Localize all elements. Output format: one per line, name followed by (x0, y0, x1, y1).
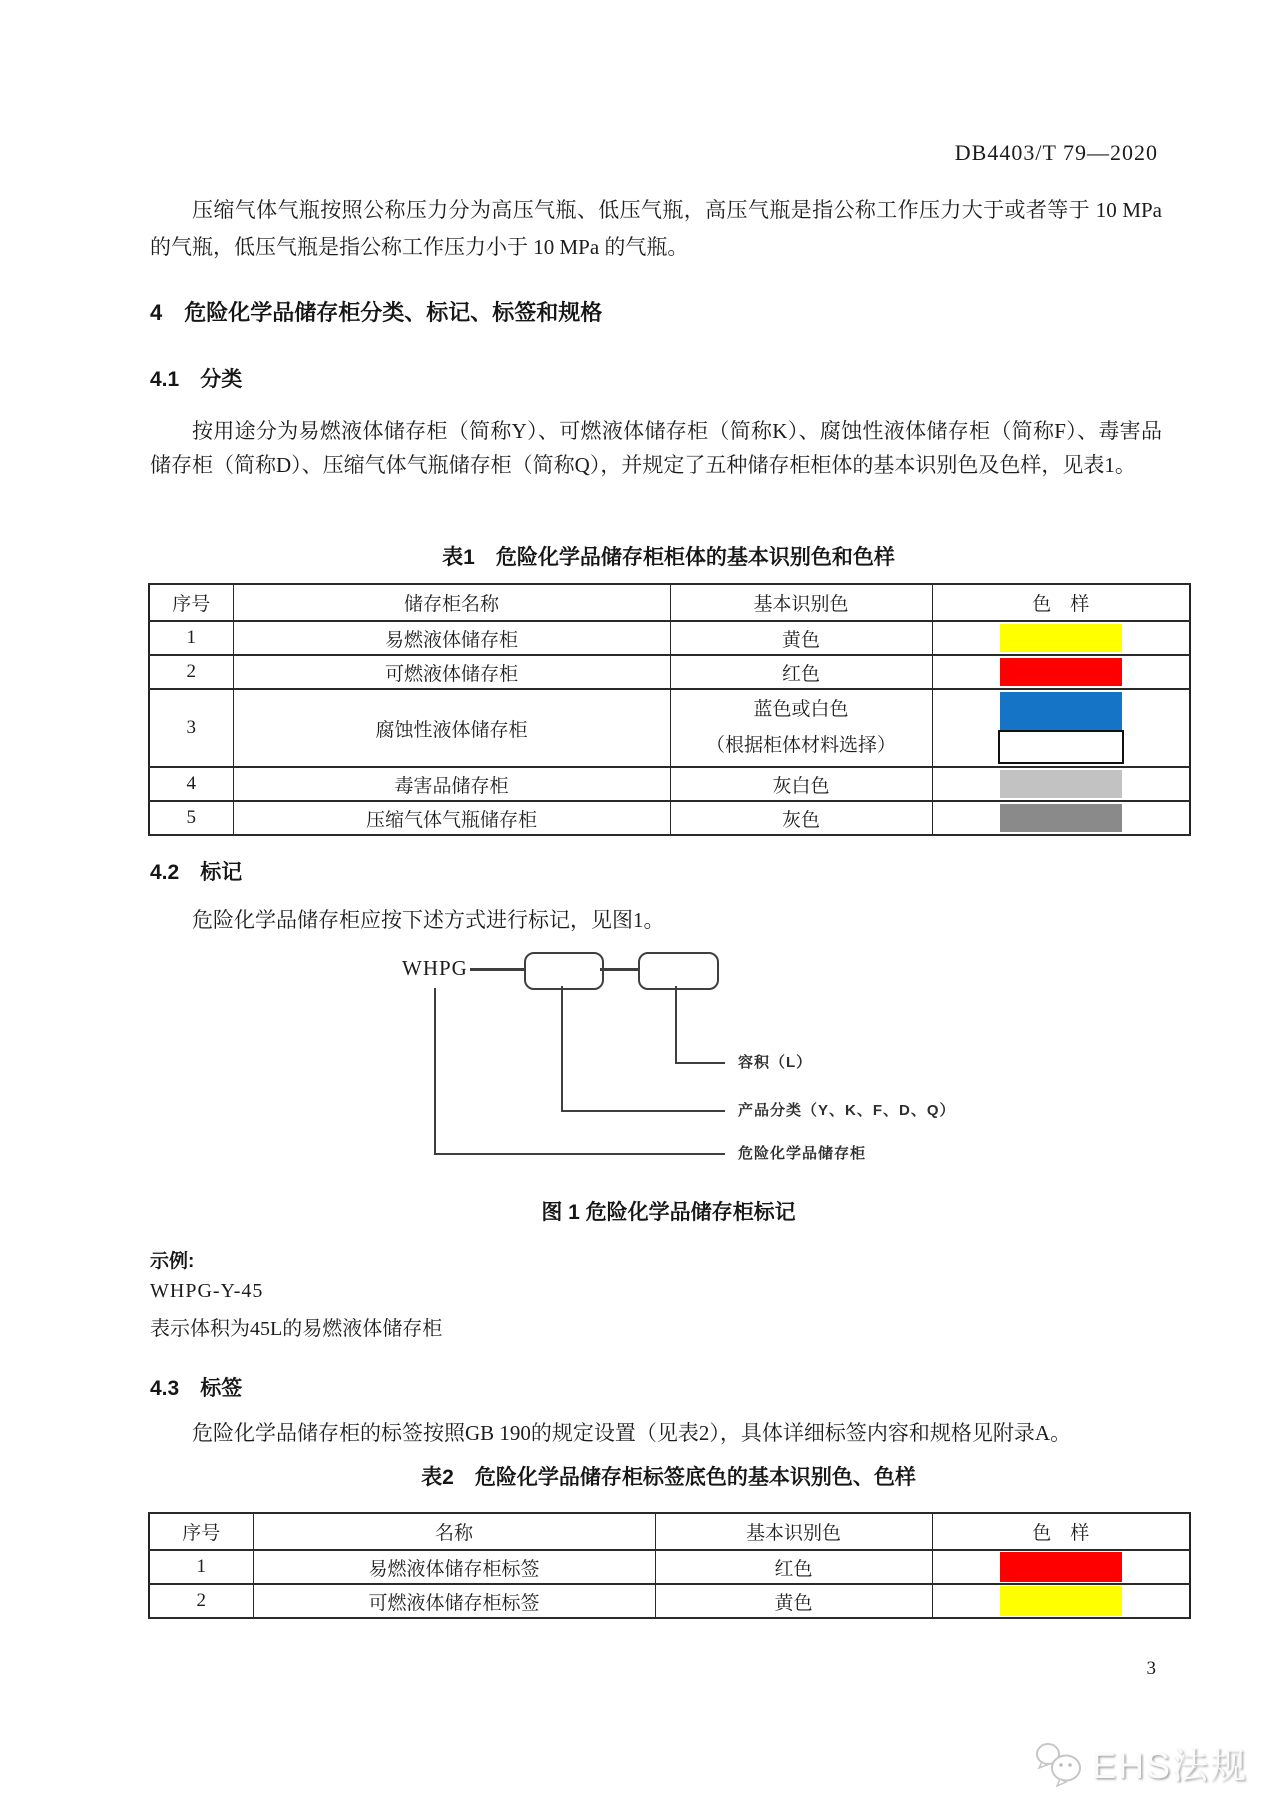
figure1-label-volume: 容积（L） (738, 1054, 813, 1071)
color-sample-cell (932, 1584, 1190, 1618)
column-header: 基本识别色 (670, 584, 932, 621)
table-row (149, 767, 1190, 801)
figure1-box-volume (638, 952, 719, 990)
color-swatch (1000, 1586, 1122, 1616)
table-row (149, 1584, 1190, 1618)
row-number-cell: 4 (149, 767, 233, 801)
table-header-row (149, 584, 1190, 621)
row-number-cell: 5 (149, 801, 233, 835)
section-4-2-heading: 4.2 标记 (150, 861, 243, 884)
figure1-leader-line (434, 1153, 725, 1155)
figure1-label-cabinet: 危险化学品储存柜 (738, 1145, 867, 1162)
page-number: 3 (1146, 1658, 1156, 1679)
cabinet-name-cell: 可燃液体储存柜 (233, 655, 670, 689)
color-sample-cell (932, 801, 1190, 835)
table1-title: 表1 危险化学品储存柜柜体的基本识别色和色样 (442, 546, 895, 569)
cabinet-name-cell: 可燃液体储存柜标签 (253, 1584, 655, 1618)
color-name-cell: 红色 (670, 655, 932, 689)
section-4-3-paragraph: 危险化学品储存柜的标签按照GB 190的规定设置（见表2），具体详细标签内容和规格见附录A。 (192, 1421, 1072, 1445)
color-swatch (1000, 624, 1122, 652)
intro-paragraph: 压缩气体气瓶按照公称压力分为高压气瓶、低压气瓶，高压气瓶是指公称工作压力大于或者等于 10 MPa 的气瓶，低压气瓶是指公称工作压力小于 10 MPa 的气瓶。 (150, 198, 1162, 259)
column-header: 序号 (149, 584, 233, 621)
watermark-text: EHS法规 (1091, 1745, 1248, 1786)
figure1-leader-line (561, 1110, 725, 1112)
row-number-cell: 1 (149, 1550, 253, 1584)
cabinet-name-cell: 毒害品储存柜 (233, 767, 670, 801)
section-4-2-paragraph: 危险化学品储存柜应按下述方式进行标记，见图1。 (192, 908, 665, 932)
table-row (149, 1550, 1190, 1584)
section-4-1-paragraph: 按用途分为易燃液体储存柜（简称Y）、可燃液体储存柜（简称K）、腐蚀性液体储存柜（简称F）、毒害品储存柜（简称D）、压缩气体气瓶储存柜（简称Q），并规定了五种储存柜柜体的基本识别色及色样，见表1。 (150, 419, 1162, 477)
color-swatch (998, 730, 1124, 764)
row-number-cell: 1 (149, 621, 233, 655)
row-number-cell: 2 (149, 655, 233, 689)
color-name-cell: 灰色 (670, 801, 932, 835)
figure1-caption: 图 1 危险化学品储存柜标记 (541, 1201, 796, 1224)
color-sample-cell (932, 621, 1190, 655)
wechat-icon (1034, 1741, 1086, 1787)
table-row (149, 801, 1190, 835)
example-label: 示例: (150, 1251, 195, 1272)
color-sample-cell (932, 1550, 1190, 1584)
cabinet-name-cell: 易燃液体储存柜 (233, 621, 670, 655)
column-header: 名称 (253, 1513, 655, 1550)
section-4-1-heading: 4.1 分类 (150, 368, 243, 391)
figure1-box-classification (524, 952, 604, 990)
figure1-leader-line (675, 986, 677, 1062)
cabinet-name-cell: 腐蚀性液体储存柜 (233, 689, 670, 767)
color-swatch (1000, 658, 1122, 686)
example-code: WHPG-Y-45 (150, 1280, 264, 1302)
column-header: 序号 (149, 1513, 253, 1550)
color-sample-cell (932, 689, 1190, 767)
section-4-3-heading: 4.3 标签 (150, 1377, 243, 1400)
example-description: 表示体积为45L的易燃液体储存柜 (150, 1318, 443, 1340)
table2-label-colors (148, 1512, 1191, 1619)
row-number-cell: 2 (149, 1584, 253, 1618)
color-name-cell: 黄色 (655, 1584, 932, 1618)
watermark (1034, 1738, 1248, 1789)
cabinet-name-cell: 易燃液体储存柜标签 (253, 1550, 655, 1584)
figure1-leader-line (434, 988, 436, 1153)
color-swatch (1000, 804, 1122, 832)
table-row (149, 689, 1190, 767)
figure1-leader-line (675, 1062, 725, 1064)
table-row (149, 621, 1190, 655)
color-sample-cell (932, 767, 1190, 801)
doc-number: DB4403/T 79—2020 (954, 140, 1158, 165)
table1-basic-colors (148, 583, 1191, 836)
color-swatch (1000, 770, 1122, 798)
table2-title: 表2 危险化学品储存柜标签底色的基本识别色、色样 (421, 1466, 916, 1489)
color-name-cell: 黄色 (670, 621, 932, 655)
section-4-heading: 4 危险化学品储存柜分类、标记、标签和规格 (150, 300, 603, 325)
figure1-connector-line (470, 968, 524, 971)
color-sample-cell (932, 655, 1190, 689)
column-header: 基本识别色 (655, 1513, 932, 1550)
figure1-label-classification: 产品分类（Y、K、F、D、Q） (738, 1102, 956, 1119)
color-name-cell: 红色 (655, 1550, 932, 1584)
column-header: 色 样 (932, 1513, 1190, 1550)
column-header: 储存柜名称 (233, 584, 670, 621)
column-header: 色 样 (932, 584, 1190, 621)
figure1-prefix: WHPG (402, 956, 468, 980)
color-swatch (1000, 1552, 1122, 1582)
table-row (149, 655, 1190, 689)
color-name-cell: 灰白色 (670, 767, 932, 801)
figure1-leader-line (561, 986, 563, 1110)
color-swatch (1000, 692, 1122, 730)
row-number-cell: 3 (149, 689, 233, 767)
color-name-cell: 蓝色或白色 （根据柜体材料选择） (670, 689, 932, 767)
figure1-marking-diagram (150, 948, 1162, 1180)
figure1-connector-line (600, 968, 638, 971)
table-header-row (149, 1513, 1190, 1550)
cabinet-name-cell: 压缩气体气瓶储存柜 (233, 801, 670, 835)
